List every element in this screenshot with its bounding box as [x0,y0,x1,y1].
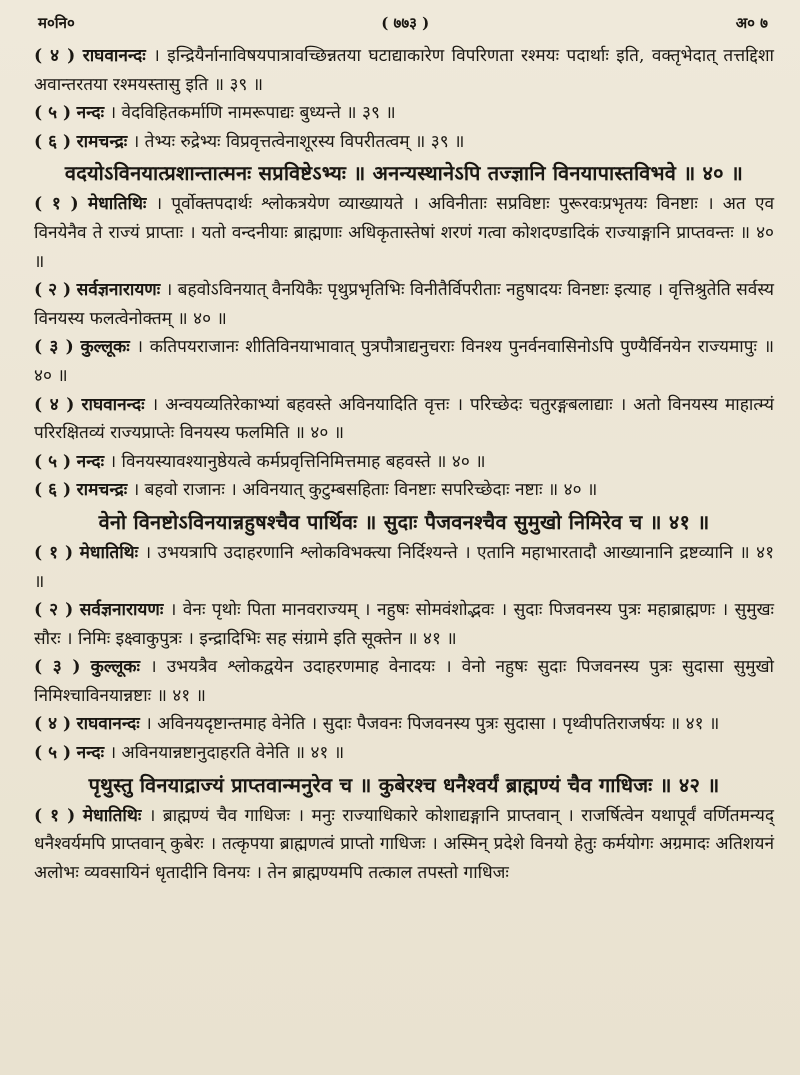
commentator-name: कुल्लूकः [90,657,140,678]
commentator-name: मेधातिथिः [87,194,147,215]
commentary-number: ( ५ ) [34,103,72,124]
commentary-text: । बहवो राजानः । अविनयात् कुटुम्बसहिताः विनष्टाः सपरिच्छेदाः नष्टाः ॥ ४० ॥ [132,480,598,501]
commentary-number: ( ६ ) [34,131,72,152]
commentary-text: । अविनयदृष्टान्तमाह वेनेति । सुदाः पैजवनः पिजवनस्य पुत्रः सुदासा । पृथ्वीपतिराजर्षयः ॥ ४१ ॥ [145,714,720,735]
commentary-paragraph [34,596,774,653]
commentary-number: ( ४ ) [34,714,72,735]
commentary-number: ( २ ) [34,600,74,621]
commentary-number: ( ४ ) [34,46,76,66]
header-chapter-label: अ० ७ [735,14,768,32]
verse-heading: वेनो विनष्टोऽविनयान्नहुषश्चैव पार्थिवः ॥ सुदाः पैजवनश्चैव सुमुखो निमिरेव च ॥ ४१ ॥ [98,509,710,534]
commentary-number: ( २ ) [34,280,72,301]
commentator-name: मेधातिथिः [79,542,139,563]
commentary-number: ( ५ ) [34,451,72,472]
commentator-name: रामचन्द्रः [76,131,128,152]
commentator-name: नन्दः [76,451,105,472]
commentary-number: ( १ ) [34,194,79,215]
commentary-paragraph [34,333,774,390]
commentary-text: । अन्वयव्यतिरेकाभ्यां बहवस्ते अविनयादिति वृत्तः । परिच्छेदः चतुरङ्गबलाद्याः । अतो विनयस्य माहात्म्यं परिरक्षितव्यं राज्यप्राप्तेः विनयस्य फलमिति ॥ ४० ॥ [34,394,775,444]
commentator-name: सर्वज्ञनारायणः [79,600,164,621]
verse-heading: वदयोऽविनयात्प्रशान्तात्मनः सप्रविष्टेऽभ्यः ॥ अनन्यस्थानेऽपि तज्ज्ञानि विनयापास्तविभवे ॥ ४० ॥ [64,161,744,186]
commentary-paragraph [34,42,774,99]
commentary-text: । पूर्वोक्तपदार्थः श्लोकत्रयेण व्याख्यायते । अविनीताः सप्रविष्टाः पुरूरवःप्रभृतयः विनष्टाः । अत एव विनयेनैव ते राज्यं प्राप्ताः । यतो वन्दनीयाः ब्राह्मणाः अधिकृतास्तेषां शरणं गत्वा कोशदण्डादिकं राज्याङ्गानि प्राप्तवन्तः ॥ ४० ॥ [34,194,775,272]
commentary-number: ( ३ ) [34,657,81,678]
commentary-number: ( ३ ) [34,337,74,358]
commentary-paragraph [34,448,774,477]
commentary-paragraph [34,710,774,739]
commentator-name: रामचन्द्रः [76,480,128,501]
commentary-paragraph [34,802,774,888]
commentary-text: । वेनः पृथोः पिता मानवराज्यम् । नहुषः सोमवंशोद्भवः । सुदाः पिजवनस्य पुत्रः महाब्राह्मणः । सुमुखः सौरः । निमिः इक्ष्वाकुपुत्रः । इन्द्रादिभिः सह संग्रामे इति सूक्तेन ॥ ४१ ॥ [34,600,775,649]
commentary-number: ( ४ ) [34,394,75,415]
commentary-text: । तेभ्यः रुद्रेभ्यः विप्रवृत्तत्वेनाशूरस्य विपरीतत्वम् ॥ ३९ ॥ [132,131,465,152]
commentary-text: । अविनयान्नष्टानुदाहरति वेनेति ॥ ४१ ॥ [109,743,345,764]
commentary-number: ( १ ) [34,542,74,563]
commentary-paragraph [34,653,774,710]
commentary-paragraph [34,539,774,596]
commentary-text: । ब्राह्मण्यं चैव गाधिजः । मनुः राज्याधिकारे कोशाद्यङ्गानि प्राप्तवान् । राजर्षित्वेन यथापूर्वं वर्णितमन्यद् धनैश्वर्यमपि प्राप्तवान् कुबेरः । तत्कृपया ब्राह्मणत्वं प्राप्तो गाधिजः । अस्मिन् प्रदेशे विनयो हेतुः कर्मयोगः अग्रमादः अतिशयनं अलोभः व्यवसायिनं धृतादीनि विनयः । तेन ब्राह्मण्यमपि तत्काल तपस्तो गाधिजः [34,805,775,883]
commentary-text: । उभयत्रैव श्लोकद्वयेन उदाहरणमाह वेनादयः । वेनो नहुषः सुदाः पिजवनस्य पुत्रः सुदासा सुमुखो निमिश्चाविनयान्नष्टाः ॥ ४१ ॥ [34,657,774,706]
commentary-text: । वेदविहितकर्माणि नामरूपाद्यः बुध्यन्ते ॥ ३९ ॥ [109,103,396,124]
commentary-paragraph [34,128,774,157]
commentator-name: कुल्लूकः [80,337,130,358]
commentary-body [34,42,774,887]
commentator-name: सर्वज्ञनारायणः [76,280,161,301]
commentary-text: । बहवोऽविनयात् वैनयिकैः पृथुप्रभृतिभिः विनीतैर्विपरीताः नहुषादयः विनष्टाः इत्याह । वृत्तिश्रुतेति सर्वस्य विनयस्य फलत्वेनोक्तम् ॥ ४० ॥ [34,280,775,329]
verse-heading: पृथुस्तु विनयाद्राज्यं प्राप्तवान्मनुरेव च ॥ कुबेरश्च धनैश्वर्यं ब्राह्मण्यं चैव गाधिजः ॥ ४२ ॥ [88,772,720,797]
commentator-name: राघवानन्दः [82,46,146,66]
commentary-text: । कतिपयराजानः शीतिविनयाभावात् पुत्रपौत्राद्यनुचराः विनश्य पुनर्वनवासिनोऽपि पुण्यैर्विनयेन राज्यमापुः ॥ ४० ॥ [34,337,775,386]
commentary-paragraph [34,276,774,333]
commentary-paragraph [34,190,774,276]
commentary-paragraph [34,99,774,128]
commentary-paragraph [34,476,774,505]
commentator-name: मेधातिथिः [82,805,142,826]
commentary-number: ( ६ ) [34,480,72,501]
commentator-name: नन्दः [76,743,105,764]
commentator-name: राघवानन्दः [76,714,140,735]
header-left-label: म०नि० [38,14,75,32]
commentator-name: नन्दः [76,103,105,124]
commentary-text: । इन्द्रियैर्नानाविषयपात्रावच्छिन्नतया घटाद्याकारेण विपरिणता रश्मयः पदार्थाः इति, वक्तृभेदात् तत्तद्दिशा अवान्तरतया रश्मयस्तासु इति ॥ ३९ ॥ [34,46,774,95]
header-page-number: ( ७७३ ) [381,14,430,32]
commentary-text: । विनयस्यावश्यानुष्ठेयत्वे कर्मप्रवृत्तिनिमित्तमाह बहवस्ते ॥ ४० ॥ [109,451,486,472]
commentary-text: । उभयत्रापि उदाहरणानि श्लोकविभक्त्या निर्दिश्यन्ते । एतानि महाभारतादौ आख्यानानि द्रष्टव्यानि ॥ ४१ ॥ [34,542,775,592]
commentary-number: ( ५ ) [34,743,72,764]
commentary-number: ( १ ) [34,805,76,826]
commentator-name: राघवानन्दः [81,394,145,415]
page-header [34,8,774,38]
commentary-paragraph [34,391,774,448]
commentary-paragraph [34,739,774,768]
